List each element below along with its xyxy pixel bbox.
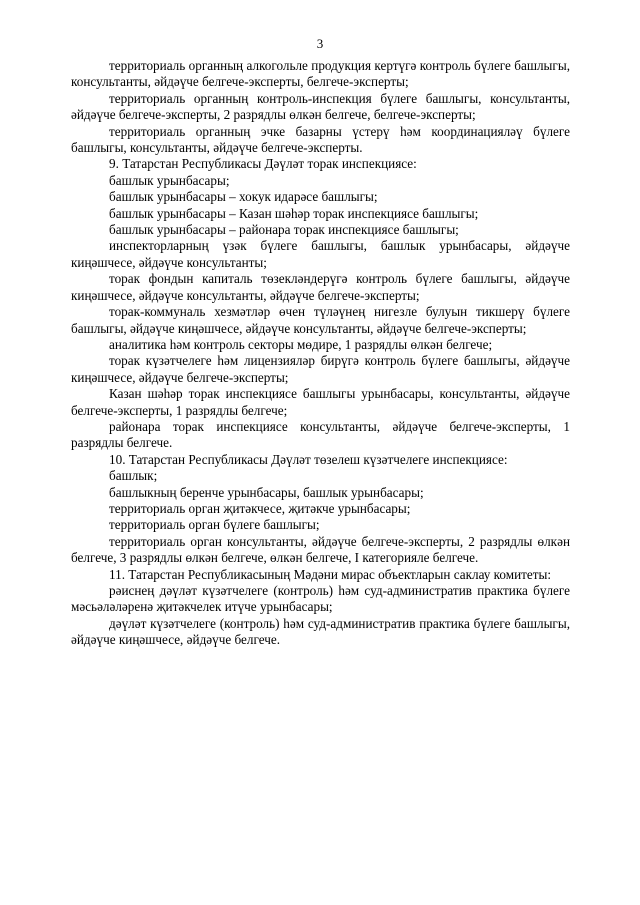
paragraph: торак күзәтчелеге һәм лицензияләр бирүгә контроль бүлеге башлыгы, әйдәүче киңәшчесе, әйдәүче белгече-эксперты;: [71, 353, 570, 385]
paragraph: башлык урынбасары – Казан шәһәр торак инспекциясе башлыгы;: [109, 205, 479, 221]
paragraph: территориаль органның алкогольле продукция кертүгә контроль бүлеге башлыгы, консультанты, әйдәүче белгече-эксперты, белгече-эксперты;: [71, 58, 570, 90]
page-number: 3: [316, 36, 324, 51]
paragraph: аналитика һәм контроль секторы мөдире, 1 разрядлы өлкән белгече;: [109, 336, 493, 352]
paragraph: территориаль орган консультанты, әйдәүче белгече-эксперты, 2 разрядлы өлкән белгече, 3 разрядлы өлкән белгече, өлкән белгече, I категорияле белгече.: [71, 533, 570, 566]
paragraph: территориаль орган бүлеге башлыгы;: [109, 517, 320, 533]
paragraph: 10. Татарстан Республикасы Дәүләт төзелеш күзәтчелеге инспекциясе:: [109, 451, 508, 467]
paragraph: территориаль орган җитәкчесе, җитәкче урынбасары;: [109, 500, 411, 516]
paragraph: районара торак инспекциясе консультанты, әйдәүче белгече-эксперты, 1 разрядлы белгече.: [71, 418, 570, 451]
paragraph: 9. Татарстан Республикасы Дәүләт торак инспекциясе:: [109, 156, 417, 172]
paragraph: торак фондын капиталь төзекләндерүгә контроль бүлеге башлыгы, әйдәүче киңәшчесе, әйдәүче консультанты, әйдәүче белгече-эксперты;: [71, 271, 570, 303]
paragraph: башлык урынбасары – районара торак инспекциясе башлыгы;: [109, 222, 459, 238]
document-body: [71, 58, 570, 649]
paragraph: 11. Татарстан Республикасының Мәдәни мирас объектларын саклау комитеты:: [109, 566, 552, 582]
paragraph: территориаль органның контроль-инспекция бүлеге башлыгы, консультанты, әйдәүче белгече-эксперты, 2 разрядлы өлкән белгече, белгече-эксперты;: [71, 90, 570, 123]
paragraph: башлык;: [109, 468, 158, 484]
paragraph: башлык урынбасары;: [109, 172, 230, 188]
paragraph: территориаль органның эчке базарны үстерү һәм координацияләү бүлеге башлыгы, консультанты, әйдәүче белгече-эксперты.: [71, 123, 570, 156]
paragraph: Казан шәһәр торак инспекциясе башлыгы урынбасары, консультанты, әйдәүче белгече-эксперты, 1 разрядлы белгече;: [71, 386, 570, 418]
paragraph: рәиснең дәүләт күзәтчелеге (контроль) һәм суд-административ практика бүлеге мәсьәләләренә җитәкчелек итүче урынбасары;: [71, 583, 570, 615]
paragraph: башлык урынбасары – хокук идарәсе башлыгы;: [109, 189, 378, 205]
paragraph: башлыкның беренче урынбасары, башлык урынбасары;: [109, 484, 424, 500]
paragraph: торак-коммуналь хезмәтләр өчен түләүнең нигезле булуын тикшерү бүлеге башлыгы, әйдәүче киңәшчесе, әйдәүче консультанты, әйдәүче белгече-эксперты;: [71, 304, 570, 336]
paragraph: дәүләт күзәтчелеге (контроль) һәм суд-административ практика бүлеге башлыгы, әйдәүче киңәшчесе, әйдәүче белгече.: [71, 615, 570, 648]
paragraph: инспекторларның үзәк бүлеге башлыгы, башлык урынбасары, әйдәүче киңәшчесе, әйдәүче консультанты;: [71, 238, 570, 270]
